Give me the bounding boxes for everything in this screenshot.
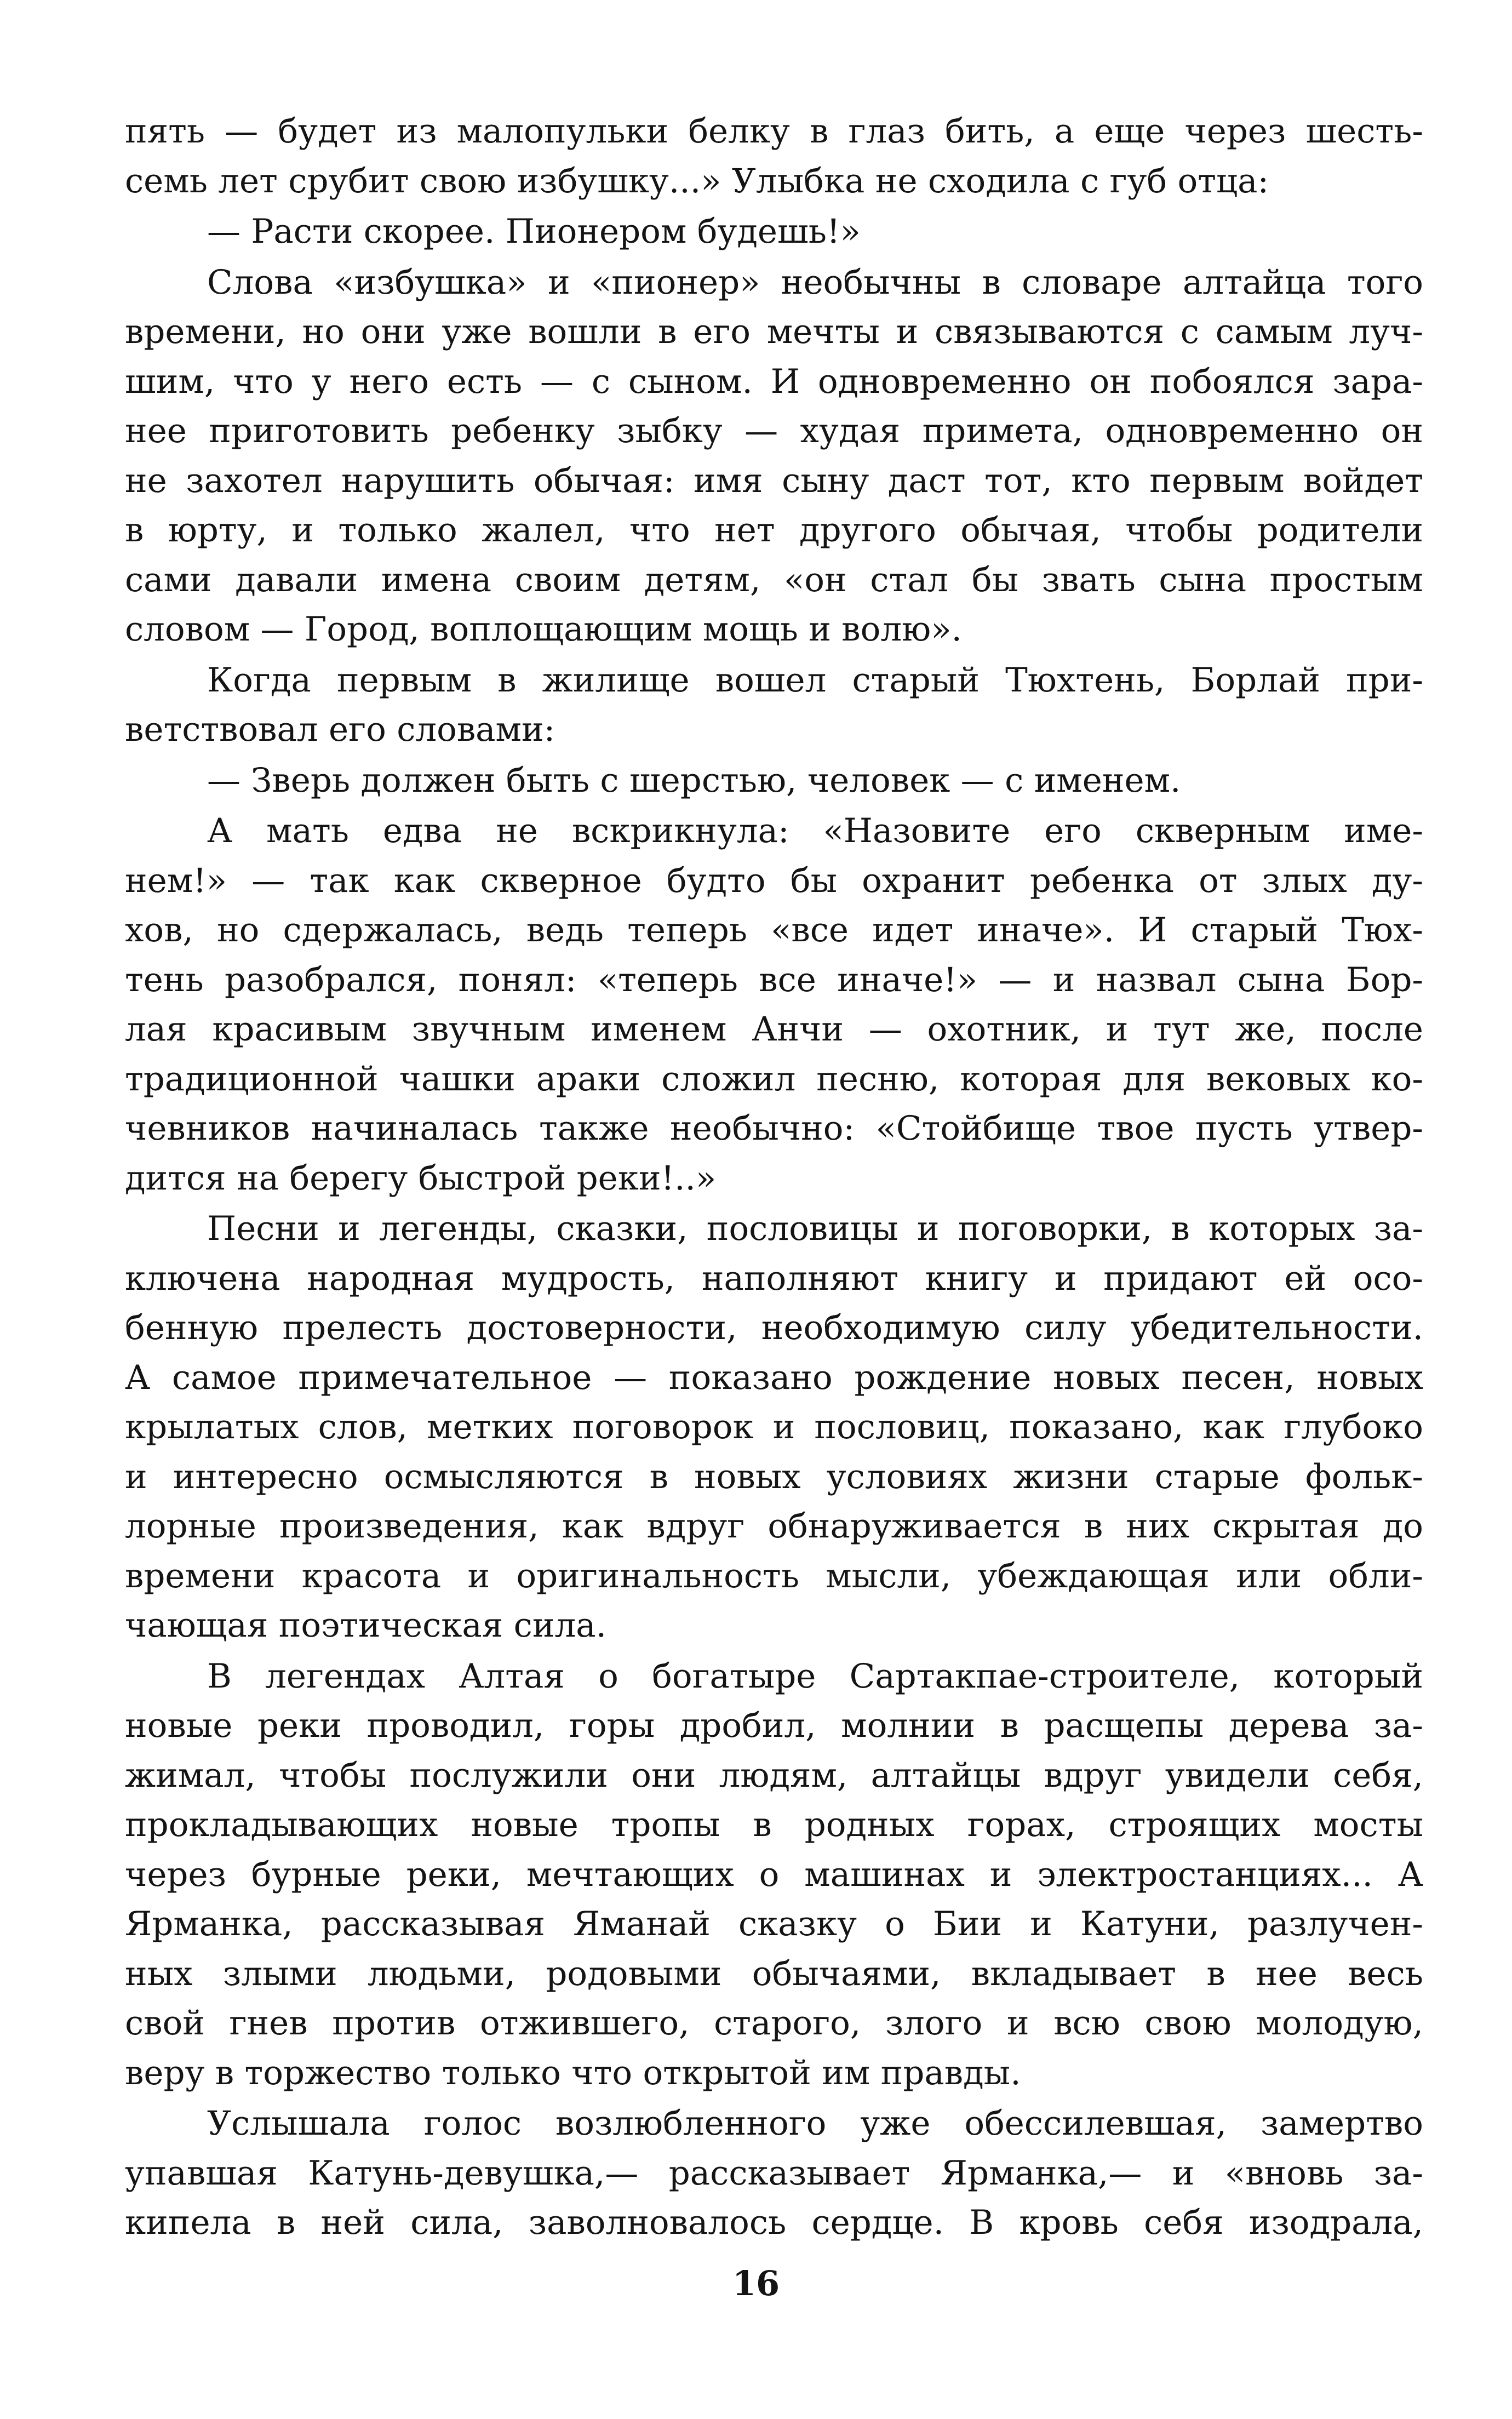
text-line: — Расти скорее. Пионером будешь!»: [207, 212, 861, 251]
text-line: А мать едва не вскрикнула: «Назовите его скверным име-: [207, 811, 1423, 850]
text-line: времени, но они уже вошли в его мечты и связываются с самым луч-: [125, 312, 1423, 351]
paragraph: [125, 1652, 1423, 2098]
text-line: А самое примечательное — показано рождение новых песен, новых: [125, 1358, 1423, 1397]
text-line: веру в торжество только что открытой им правды.: [125, 2053, 1021, 2092]
text-line: шим, что у него есть — с сыном. И одновременно он побоялся зара-: [125, 362, 1423, 401]
text-line: крылатых слов, метких поговорок и пословиц, показано, как глубоко: [125, 1408, 1423, 1446]
text-line: и интересно осмысляются в новых условиях жизни старые фольк-: [125, 1457, 1423, 1496]
paragraph: [125, 807, 1423, 1203]
text-line: чевников начиналась также необычно: «Стойбище твое пусть утвер-: [125, 1109, 1423, 1148]
text-line: ключена народная мудрость, наполняют книгу и придают ей осо-: [125, 1259, 1423, 1298]
text-line: свой гнев против отжившего, старого, злого и всю свою молодую,: [125, 2004, 1423, 2043]
text-line: словом — Город, воплощающим мощь и волю».: [125, 610, 962, 649]
page-body: [125, 107, 1423, 2248]
paragraph: [125, 2099, 1423, 2248]
text-line: Услышала голос возлюбленного уже обессилевшая, замертво: [207, 2104, 1423, 2143]
text-line: Ярманка, рассказывая Яманай сказку о Бии и Катуни, разлучен-: [125, 1905, 1423, 1943]
text-line: ветствовал его словами:: [125, 710, 555, 749]
text-line: в юрту, и только жалел, что нет другого обычая, чтобы родители: [125, 511, 1423, 550]
text-line: лорные произведения, как вдруг обнаруживается в них скрытая до: [125, 1507, 1423, 1546]
text-line: В легендах Алтая о богатыре Сартакпае-строителе, который: [207, 1656, 1423, 1696]
text-line: упавшая Катунь-девушка,— рассказывает Ярманка,— и «вновь за-: [125, 2153, 1423, 2193]
text-line: тень разобрался, понял: «теперь все иначе!» — и назвал сына Бор-: [125, 960, 1423, 999]
text-line: Когда первым в жилище вошел старый Тюхтень, Борлай при-: [207, 660, 1423, 700]
text-line: Песни и легенды, сказки, пословицы и поговорки, в которых за-: [207, 1209, 1423, 1248]
paragraph: [125, 1204, 1423, 1651]
text-line: лая красивым звучным именем Анчи — охотник, и тут же, после: [125, 1010, 1423, 1049]
page-number: 16: [732, 2263, 780, 2303]
text-line: не захотел нарушить обычая: имя сыну даст тот, кто первым войдет: [125, 461, 1423, 500]
text-line: сами давали имена своим детям, «он стал бы звать сына простым: [125, 560, 1423, 599]
text-line: пять — будет из малопульки белку в глаз бить, а еще через шесть-: [125, 112, 1423, 151]
text-line: ных злыми людьми, родовыми обычаями, вкладывает в нее весь: [125, 1954, 1423, 1993]
paragraph: [125, 656, 1423, 755]
text-line: традиционной чашки араки сложил песню, которая для вековых ко-: [125, 1059, 1423, 1099]
paragraph: [125, 107, 1423, 206]
text-line: через бурные реки, мечтающих о машинах и электростанциях... А: [125, 1855, 1423, 1894]
paragraph: [125, 207, 1423, 257]
text-line: Слова «избушка» и «пионер» необычны в словаре алтайца того: [207, 262, 1423, 302]
text-line: прокладывающих новые тропы в родных горах, строящих мосты: [125, 1805, 1423, 1844]
text-line: — Зверь должен быть с шерстью, человек — с именем.: [207, 760, 1181, 800]
text-line: хов, но сдержалась, ведь теперь «все идет иначе». И старый Тюх-: [125, 911, 1423, 950]
text-line: семь лет срубит свою избушку...» Улыбка не сходила с губ отца:: [125, 161, 1269, 201]
text-line: новые реки проводил, горы дробил, молнии в расщепы дерева за-: [125, 1706, 1423, 1745]
text-line: нее приготовить ребенку зыбку — худая примета, одновременно он: [125, 411, 1423, 450]
text-line: бенную прелесть достоверности, необходимую силу убедительности.: [125, 1308, 1423, 1347]
text-line: жимал, чтобы послужили они людям, алтайцы вдруг увидели себя,: [125, 1755, 1423, 1795]
paragraph: [125, 258, 1423, 655]
text-line: нем!» — так как скверное будто бы охранит ребенка от злых ду-: [125, 861, 1423, 900]
text-line: дится на берегу быстрой реки!..»: [125, 1158, 717, 1198]
text-line: чающая поэтическая сила.: [125, 1606, 606, 1645]
text-line: времени красота и оригинальность мысли, убеждающая или обли-: [125, 1556, 1423, 1595]
text-line: кипела в ней сила, заволновалось сердце. В кровь себя изодрала,: [125, 2203, 1423, 2242]
paragraph: [125, 756, 1423, 806]
